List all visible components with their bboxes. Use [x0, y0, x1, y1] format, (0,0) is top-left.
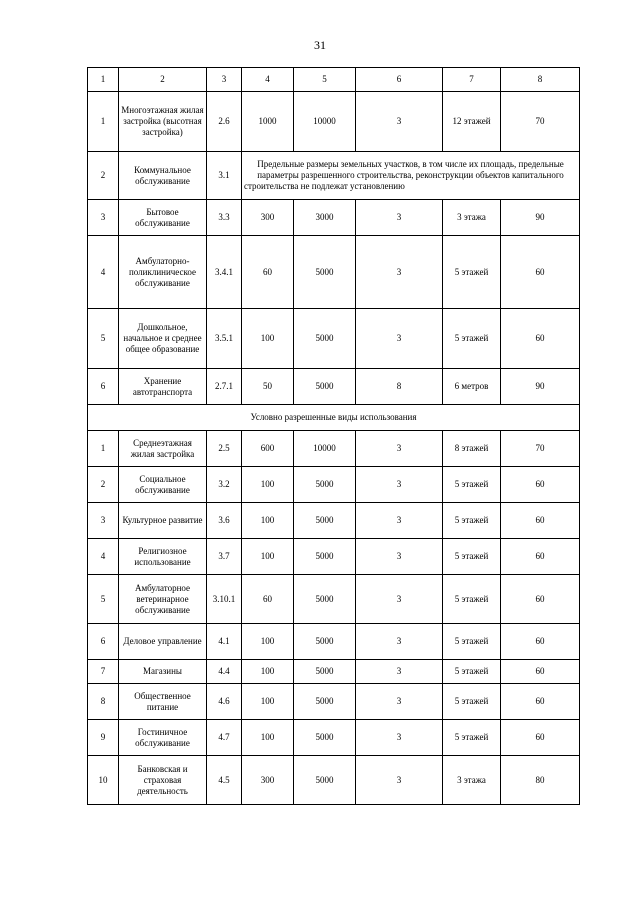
max-height: 8 этажей — [443, 431, 501, 467]
max-coverage: 60 — [501, 309, 580, 369]
use-type: Дошкольное, начальное и среднее общее образование — [119, 309, 207, 369]
use-code: 3.6 — [207, 503, 242, 539]
table-row — [88, 684, 580, 720]
min-area: 300 — [242, 200, 294, 236]
min-setback: 3 — [356, 684, 443, 720]
max-area: 5000 — [294, 684, 356, 720]
use-type: Религиозное использование — [119, 539, 207, 575]
not-established-note: Предельные размеры земельных участков, в том числе их площадь, предельные параметры разрешенного строительства, реконструкции объектов капитального строительства не подлежат установлению — [242, 152, 580, 200]
max-coverage: 60 — [501, 660, 580, 684]
table-row — [88, 575, 580, 624]
min-area: 100 — [242, 309, 294, 369]
min-setback: 3 — [356, 309, 443, 369]
max-area: 5000 — [294, 575, 356, 624]
row-number: 2 — [88, 152, 119, 200]
max-area: 5000 — [294, 309, 356, 369]
max-height: 12 этажей — [443, 92, 501, 152]
use-code: 2.5 — [207, 431, 242, 467]
header-row — [88, 68, 580, 92]
row-number: 7 — [88, 660, 119, 684]
header-cell: 7 — [443, 68, 501, 92]
max-area: 5000 — [294, 660, 356, 684]
table-row — [88, 92, 580, 152]
min-setback: 3 — [356, 575, 443, 624]
use-code: 3.2 — [207, 467, 242, 503]
max-area: 5000 — [294, 369, 356, 405]
table-row — [88, 756, 580, 805]
max-height: 5 этажей — [443, 236, 501, 309]
use-code: 4.7 — [207, 720, 242, 756]
use-code: 4.4 — [207, 660, 242, 684]
header-cell: 6 — [356, 68, 443, 92]
use-code: 3.10.1 — [207, 575, 242, 624]
max-coverage: 90 — [501, 369, 580, 405]
row-number: 6 — [88, 369, 119, 405]
min-area: 50 — [242, 369, 294, 405]
row-number: 10 — [88, 756, 119, 805]
min-setback: 8 — [356, 369, 443, 405]
max-coverage: 60 — [501, 624, 580, 660]
use-type: Гостиничное обслуживание — [119, 720, 207, 756]
min-area: 100 — [242, 720, 294, 756]
use-type: Амбулаторное ветеринарное обслуживание — [119, 575, 207, 624]
max-height: 5 этажей — [443, 624, 501, 660]
max-height: 5 этажей — [443, 503, 501, 539]
use-code: 3.7 — [207, 539, 242, 575]
header-cell: 3 — [207, 68, 242, 92]
row-number: 1 — [88, 431, 119, 467]
table-row — [88, 369, 580, 405]
use-type: Банковская и страховая деятельность — [119, 756, 207, 805]
max-coverage: 60 — [501, 720, 580, 756]
row-number: 5 — [88, 575, 119, 624]
max-area: 5000 — [294, 720, 356, 756]
min-area: 100 — [242, 624, 294, 660]
row-number: 5 — [88, 309, 119, 369]
use-type: Амбулаторно-поликлиническое обслуживание — [119, 236, 207, 309]
table-row — [88, 720, 580, 756]
section-title: Условно разрешенные виды использования — [88, 405, 580, 431]
min-area: 100 — [242, 503, 294, 539]
max-height: 5 этажей — [443, 684, 501, 720]
min-area: 60 — [242, 236, 294, 309]
min-area: 600 — [242, 431, 294, 467]
row-number: 6 — [88, 624, 119, 660]
min-setback: 3 — [356, 539, 443, 575]
header-cell: 2 — [119, 68, 207, 92]
max-area: 10000 — [294, 92, 356, 152]
header-cell: 5 — [294, 68, 356, 92]
max-coverage: 60 — [501, 684, 580, 720]
max-height: 5 этажей — [443, 309, 501, 369]
min-setback: 3 — [356, 503, 443, 539]
page-number: 31 — [314, 38, 326, 52]
use-type: Магазины — [119, 660, 207, 684]
max-area: 3000 — [294, 200, 356, 236]
max-height: 3 этажа — [443, 200, 501, 236]
use-type: Многоэтажная жилая застройка (высотная застройка) — [119, 92, 207, 152]
max-area: 10000 — [294, 431, 356, 467]
use-type: Хранение автотранспорта — [119, 369, 207, 405]
use-type: Бытовое обслуживание — [119, 200, 207, 236]
use-type: Коммунальное обслуживание — [119, 152, 207, 200]
max-height: 5 этажей — [443, 467, 501, 503]
table-row — [88, 236, 580, 309]
min-setback: 3 — [356, 236, 443, 309]
max-coverage: 60 — [501, 575, 580, 624]
row-number: 3 — [88, 503, 119, 539]
min-setback: 3 — [356, 660, 443, 684]
table-row — [88, 309, 580, 369]
use-type: Социальное обслуживание — [119, 467, 207, 503]
use-type: Деловое управление — [119, 624, 207, 660]
table-row — [88, 624, 580, 660]
max-area: 5000 — [294, 624, 356, 660]
min-setback: 3 — [356, 467, 443, 503]
max-coverage: 60 — [501, 467, 580, 503]
min-setback: 3 — [356, 720, 443, 756]
max-area: 5000 — [294, 756, 356, 805]
max-coverage: 70 — [501, 92, 580, 152]
max-height: 3 этажа — [443, 756, 501, 805]
use-code: 4.1 — [207, 624, 242, 660]
row-number: 4 — [88, 236, 119, 309]
min-area: 100 — [242, 684, 294, 720]
max-area: 5000 — [294, 236, 356, 309]
max-coverage: 60 — [501, 503, 580, 539]
row-number: 8 — [88, 684, 119, 720]
use-type: Среднеэтажная жилая застройка — [119, 431, 207, 467]
table-row — [88, 431, 580, 467]
use-code: 3.3 — [207, 200, 242, 236]
use-code: 4.6 — [207, 684, 242, 720]
table-row — [88, 539, 580, 575]
max-coverage: 60 — [501, 539, 580, 575]
header-cell: 1 — [88, 68, 119, 92]
use-type: Культурное развитие — [119, 503, 207, 539]
min-area: 100 — [242, 660, 294, 684]
use-code: 3.1 — [207, 152, 242, 200]
max-coverage: 60 — [501, 236, 580, 309]
max-height: 5 этажей — [443, 575, 501, 624]
row-number: 4 — [88, 539, 119, 575]
max-height: 6 метров — [443, 369, 501, 405]
header-cell: 8 — [501, 68, 580, 92]
row-number: 3 — [88, 200, 119, 236]
max-area: 5000 — [294, 503, 356, 539]
table-row — [88, 152, 580, 200]
min-setback: 3 — [356, 624, 443, 660]
min-area: 300 — [242, 756, 294, 805]
table-row — [88, 660, 580, 684]
use-code: 2.6 — [207, 92, 242, 152]
use-code: 3.4.1 — [207, 236, 242, 309]
table-row — [88, 503, 580, 539]
min-setback: 3 — [356, 200, 443, 236]
max-area: 5000 — [294, 467, 356, 503]
row-number: 1 — [88, 92, 119, 152]
max-height: 5 этажей — [443, 720, 501, 756]
use-code: 2.7.1 — [207, 369, 242, 405]
row-number: 2 — [88, 467, 119, 503]
use-code: 3.5.1 — [207, 309, 242, 369]
max-coverage: 70 — [501, 431, 580, 467]
header-cell: 4 — [242, 68, 294, 92]
min-setback: 3 — [356, 756, 443, 805]
min-area: 100 — [242, 467, 294, 503]
section-heading-row — [88, 405, 580, 431]
row-number: 9 — [88, 720, 119, 756]
table-row — [88, 467, 580, 503]
max-coverage: 90 — [501, 200, 580, 236]
use-code: 4.5 — [207, 756, 242, 805]
use-type: Общественное питание — [119, 684, 207, 720]
max-height: 5 этажей — [443, 660, 501, 684]
land-use-table — [87, 67, 580, 805]
min-area: 100 — [242, 539, 294, 575]
min-area: 60 — [242, 575, 294, 624]
min-area: 1000 — [242, 92, 294, 152]
max-height: 5 этажей — [443, 539, 501, 575]
min-setback: 3 — [356, 431, 443, 467]
min-setback: 3 — [356, 92, 443, 152]
max-area: 5000 — [294, 539, 356, 575]
table-row — [88, 200, 580, 236]
max-coverage: 80 — [501, 756, 580, 805]
